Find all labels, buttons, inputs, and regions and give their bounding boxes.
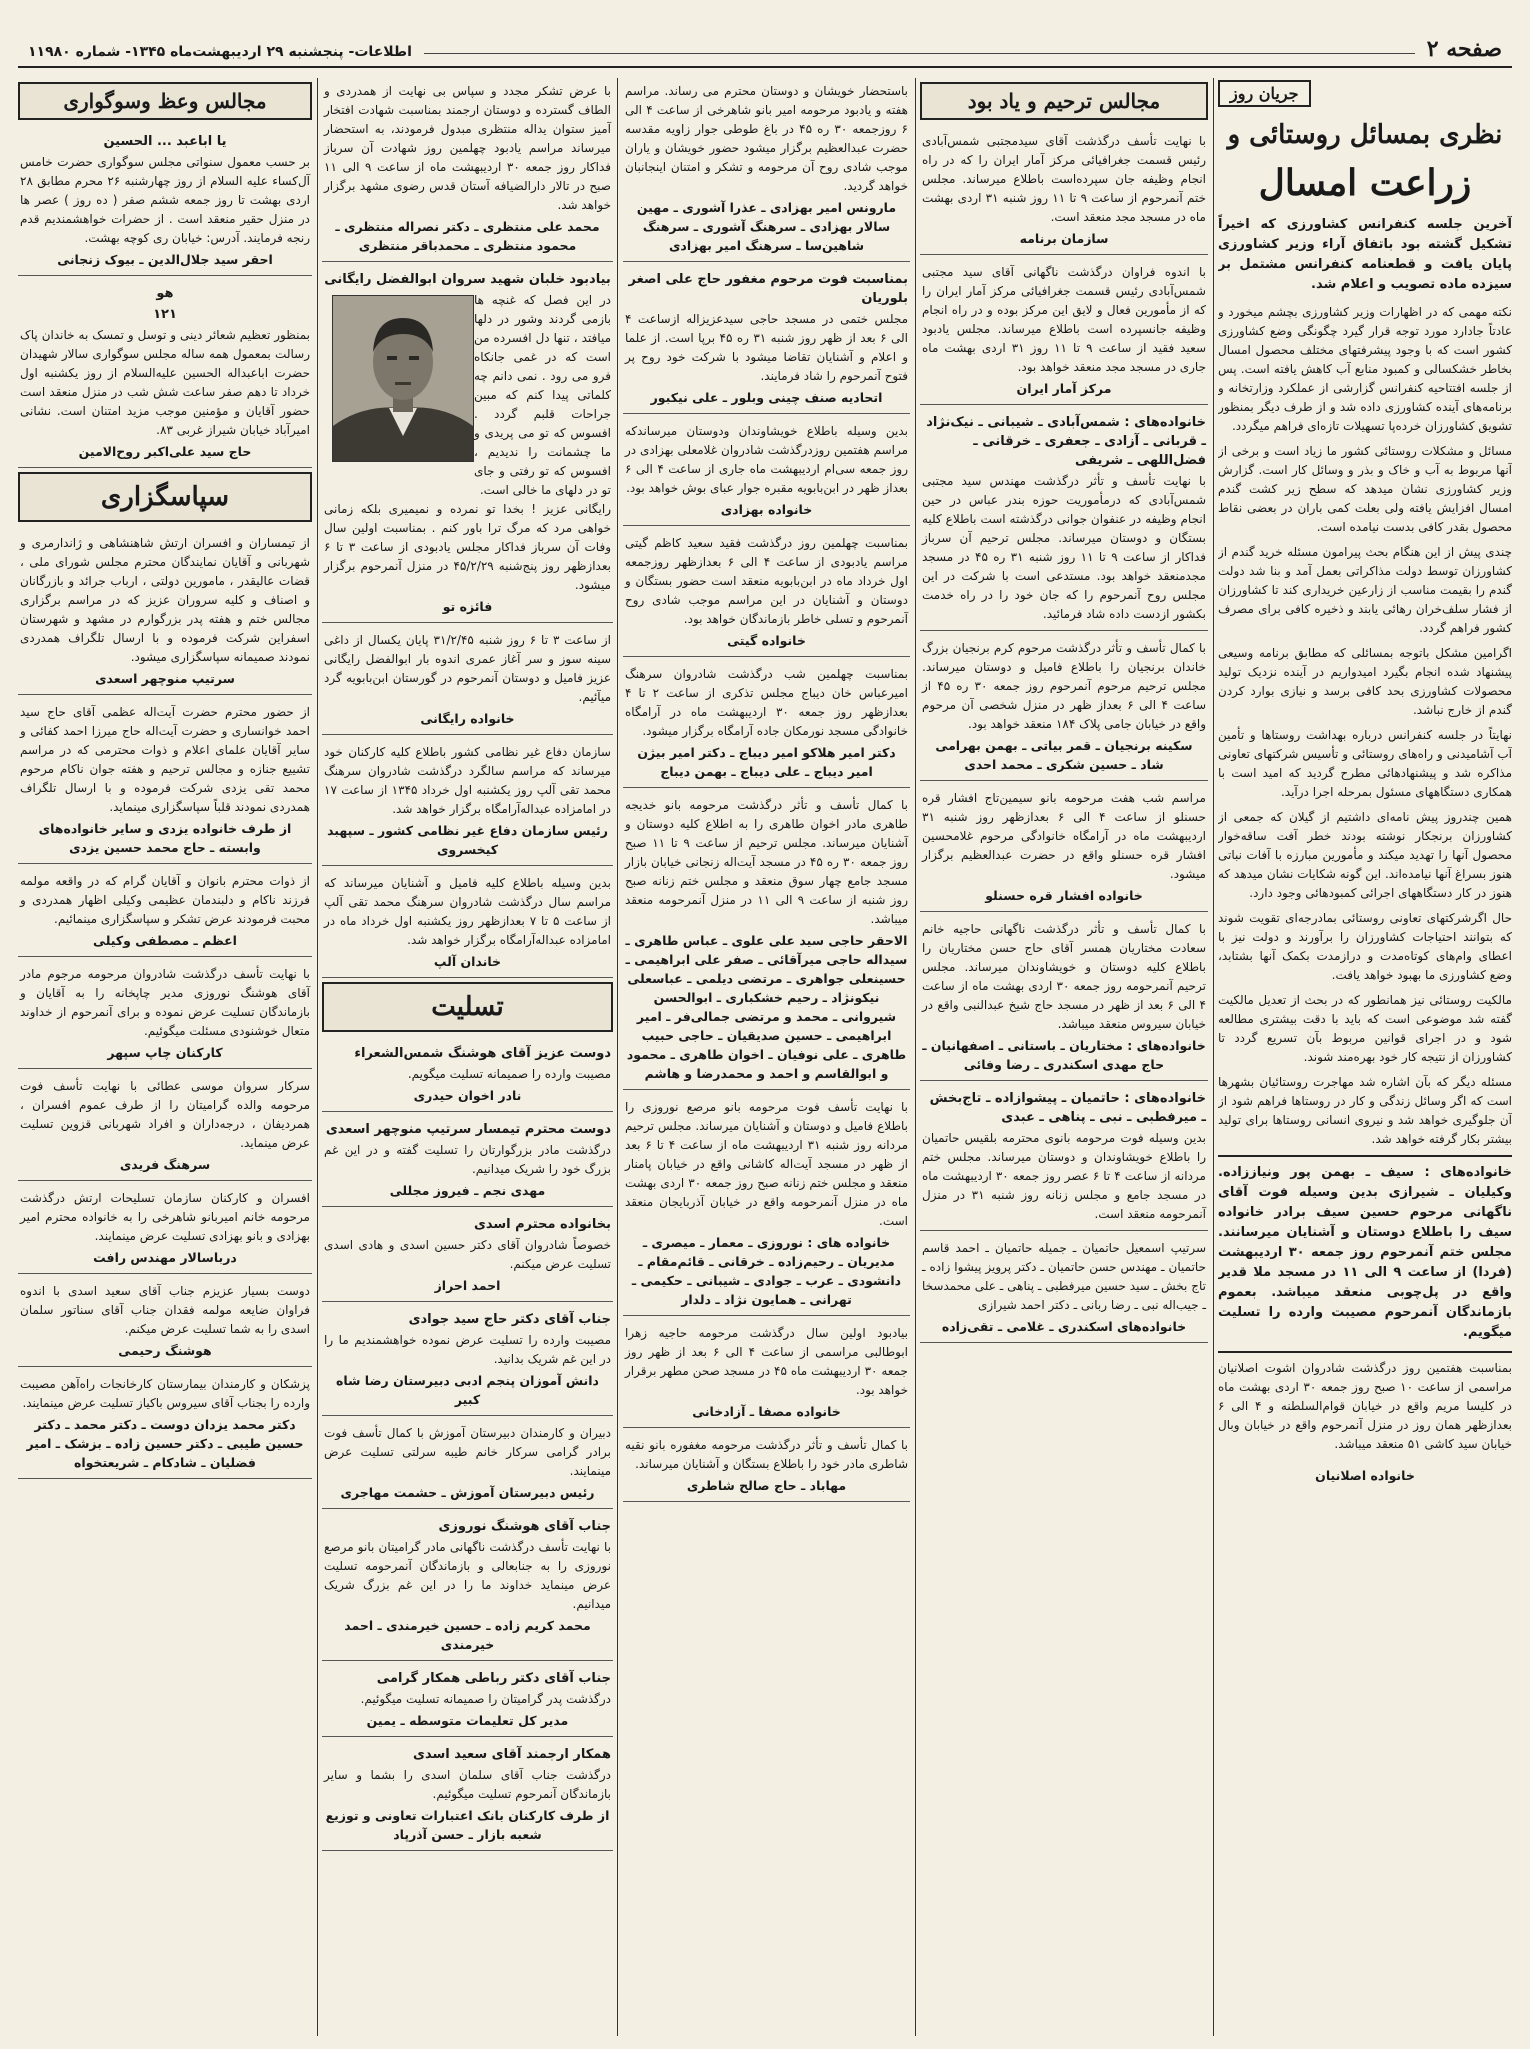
separator <box>1218 1155 1512 1157</box>
notice-body: با نهایت تأسف درگذشت آقای سیدمجتبی شمس‌آبادی رئیس قسمت جغرافیائی مرکز آمار ایران را که در راه انجام وظیفه جان سپرده‌است باطلاع میرساند. مجلس ختم آنمرحوم از ساعت ۹ تا ۱۱ روز شنبه ۳۱ اردی بهشت ماه در مسجد مجد منعقد است. <box>922 134 1206 224</box>
notice-signature: خانواده گیتی <box>727 633 806 648</box>
notice-body: درگذشت مادر بزرگوارتان را تسلیت گفته و در این غم بزرگ خود را شریک میدانیم. <box>324 1143 611 1176</box>
column-rule <box>317 78 318 2036</box>
editorial-paragraph: نکته مهمی که در اظهارات وزیر کشاورزی بچشم میخورد و عادتاً جادارد مورد توجه قرار گیرد چگونگی وضع کشاورزی کشور است که با وجود پیشرفتهای مختلف محصول امسال بخاطر خشکسالی و کمبود منابع آب کاهش یافته است. پس از جلسه افتتاحیه کنفرانس گزارشی از عملکرد وزارتخانه و برنامه‌های آینده کشاورزی داده شد و از طرف دیگر بمنظور تشویق کشاورزان خرده‌پا تسهیلات تازه‌ای فراهم میگردد. <box>1218 305 1512 433</box>
thanks-notice <box>18 1185 312 1274</box>
memorial-notice <box>920 128 1208 255</box>
masthead <box>18 30 1512 68</box>
notice-signature: خانواده بهزادی <box>720 502 813 517</box>
notice-number: ۱۲۱ <box>153 307 177 322</box>
notice-signature: فائزه تو <box>442 599 493 614</box>
memorial-notice <box>623 1320 910 1428</box>
portrait-photo <box>332 295 474 462</box>
column-memorials-3 <box>322 78 613 2038</box>
notice-title: یا اباعبد ... الحسین <box>103 134 227 149</box>
notice-body: از ذوات محترم بانوان و آقایان گرام که در واقعه مولمه فرزند ناکام و دلبندمان عظیمی وکیلی اظهار همدردی و محبت فرمودند عرض تشکر و سپاسگزاری مینمائیم. <box>20 874 310 926</box>
notice-title: جناب آقای هوشنگ نوروزی <box>438 1519 611 1534</box>
memorial-notice <box>322 739 613 866</box>
thanks-notice <box>18 1371 312 1479</box>
notice-body: بمناسبت چهلمین شب درگذشت شادروان سرهنگ امیرعباس خان دیباج مجلس تذکری از ساعت ۲ تا ۴ بعدازظهر روز جمعه ۳۰ اردیبهشت ماه در آرامگاه خانوادگی مسجد نورمکان جاده آرامگاه برگزار میشود. <box>625 667 909 738</box>
notice-signature: خانواده های : نوروزی ـ معمار ـ میصری ـ مدیریان ـ رحیم‌زاده ـ خرقانی ـ قائم‌مقام ـ دانشودی ـ عرب ـ جوادی ـ شیبانی ـ حکیمی ـ تهرانی ـ همایون نژاد ـ دلدار <box>631 1235 902 1307</box>
notice-title: همکار ارجمند آقای سعید اسدی <box>413 1747 611 1762</box>
memorial-notice <box>920 785 1208 912</box>
column-gatherings <box>18 78 312 2038</box>
notice-aslanian-signature: خانواده اصلانیان <box>1315 1468 1415 1483</box>
notice-body: بدین وسیله باطلاع خویشاوندان ودوستان میرساندکه مراسم هفتمین روزدرگذشت شادروان غلامعلی بهزادی در روز جمعه سی‌ام اردیبهشت ماه جاری از ساعت ۴ الی ۶ بعداز ظهر در ابن‌بابویه مقبره جوار عبای بوش خواهد بود. <box>625 424 909 495</box>
notice-body: بدین وسیله فوت مرحومه بانوی محترمه بلقیس حاتمیان را باطلاع خویشاوندان و دوستان میرساند. مجلس ختم مردانه از ساعت ۴ تا ۶ عصر روز جمعه ۳۰ اردیبهشت ماه در مسجد جامع و مجلس زنانه روز شنبه ۳۱ در منزل آنمرحومه منعقد است. <box>922 1131 1207 1221</box>
memorial-notice <box>920 916 1208 1081</box>
notice-signature: خاندان آلپ <box>433 954 502 969</box>
notice-title: بمناسبت فوت مرحوم مغفور حاج علی اصغر بلوریان <box>628 272 908 306</box>
notice-signature: درباسالار مهندس رافت <box>93 1250 237 1265</box>
notice-signature: نادر اخوان حیدری <box>413 1088 522 1103</box>
memorial-notice <box>920 259 1208 405</box>
notice-body: با کمال تأسف و تأثر درگذشت ناگهانی حاجیه خانم سعادت مختاریان همسر آقای حاج حسن مختاریان را باطلاع کلیه دوستان و خویشاوندان میرساند. مجلس ترحیم آنمرحومه روز جمعه ۳۰ اردی بهشت ماه از ساعت ۴ الی ۶ بعد از ظهر در مسجد حاج شیخ عبدالنبی واقع در خیابان سیروس منعقد میباشد. <box>922 922 1206 1031</box>
notice-signature: دکتر محمد یزدان دوست ـ دکتر محمد ـ دکتر حسین طیبی ـ دکتر حسین زاده ـ بزشک ـ امیر فضلیان ـ شادکام ـ شریعتخواه <box>26 1417 304 1470</box>
column-rule <box>1213 78 1214 2036</box>
memorial-notice <box>920 1235 1208 1343</box>
thanks-notice <box>18 699 312 864</box>
notice-body: بمنظور تعظیم شعائر دینی و توسل و تمسک به خاندان پاک رسالت بمعمول همه ساله مجلس سوگواری سالار شهیدان حضرت اباعبداله الحسین علیه‌السلام از روز یکشنبه اول خرداد تا دهم صفر ساعت شش شب در منزل منعقد است حضور آقایان و مؤمنین موجب مزید امتنان است. نشانی امیرآباد خیابان شیراز غربی ۸۳. <box>20 328 310 437</box>
memorial-notice <box>623 418 910 526</box>
memorial-notice <box>623 792 910 1090</box>
notice-signature: خانواده‌های اسکندری ـ غلامی ـ تقی‌زاده <box>941 1319 1187 1334</box>
masthead-rule <box>424 53 1415 54</box>
memorial-notice <box>920 409 1208 631</box>
notice-body: با کمال تأسف و تأثر درگذشت مرحومه بانو خدیجه طاهری مادر اخوان طاهری را به اطلاع کلیه دوستان و آشنایان میرساند. مجلس ترحیم از ساعت ۹ تا ۱۱ صبح روز جمعه ۳۰ ره ۴۵ در مسجد آیت‌اله زنجانی خیابان بازار مسجد جامع چهار سوق منعقد و مجلس ختم زنانه صبح روز شنبه از ساعت ۹ الی ۱۱ در منزل آنمرحومه منعقد میباشد. <box>625 798 909 926</box>
notice-body: از ساعت ۳ تا ۶ روز شنبه ۳۱/۲/۴۵ پایان یکسال از داغی سینه سوز و سر آغاز عمری اندوه بار ابوالفضل رایگانی عزیز فامیل و دوستان آنمرحوم در گورستان ابن‌بابویه گرد میآئیم. <box>324 633 611 704</box>
notice-body: از حضور محترم حضرت آیت‌اله عظمی آقای حاج سید احمد خوانساری و حضرت آیت‌اله حاج میرزا احمد کفائی و سایر آقایان علمای اعلام و ذوات محترمی که در مراسم تشییع جنازه و مجالس ترحیم و هفته جوان ناکام مرحوم محمد تقی یزدی شرکت فرموده و با ارسال تلگراف همدردی نمودند قلباً سپاسگزاری مینماید. <box>20 705 310 814</box>
column-rule <box>915 78 916 2036</box>
condolence-notice <box>322 1116 613 1207</box>
notice-signature: سکینه برنجیان ـ قمر بیاتی ـ بهمن بهرامی شاد ـ حسین شکری ـ محمد احدی <box>935 738 1193 772</box>
memorial-notice <box>322 870 613 978</box>
notice-body: درگذشت جناب آقای سلمان اسدی را بشما و سایر بازماندگان آنمرحوم تسلیت میگوئیم. <box>324 1768 611 1801</box>
condolence-notice <box>322 1513 613 1661</box>
notice-signature: مهاباد ـ حاج صالح شاطری <box>686 1478 847 1493</box>
notice-title: جناب آقای دکتر رباطی همکار گرامی <box>376 1671 611 1686</box>
editorial-paragraph: مالکیت روستائی نیز همانطور که در بحث از تعدیل مالکیت گفته شد موضوعی است که باید با دقت بیشتری مطالعه شود و در اجرای قوانین مربوط بآن تسریع گردد تا کشاورزان از نتیجه کار خود بهره‌مند شوند. <box>1218 993 1512 1064</box>
notice-body: بدین وسیله باطلاع کلیه فامیل و آشنایان میرساند که مراسم سال درگذشت شادروان سرهنگ محمد تقی آلپ از ساعت ۵ تا ۷ بعدازظهر روز یکشنبه اول خرداد ماه در امامزاده عبداله‌آرامگاه برگزار خواهد شد. <box>324 876 611 947</box>
notice-signature: هوشنگ رحیمی <box>118 1343 212 1358</box>
thanks-notice <box>18 1278 312 1367</box>
notice-body: مصیبت وارده را تسلیت عرض نموده خواهشمندیم ما را در این غم شریک بدانید. <box>324 1333 611 1366</box>
notice-signature: مدیر کل تعلیمات متوسطه ـ یمین <box>366 1713 569 1728</box>
notice-signature: رئیس دبیرستان آموزش ـ حشمت مهاجری <box>340 1485 595 1500</box>
thanks-notice <box>18 530 312 695</box>
notice-signature: مهدی نجم ـ فیروز مجللی <box>389 1183 546 1198</box>
notice-title: دوست عزیز آقای هوشنگ شمس‌الشعراء <box>354 1046 611 1061</box>
editorial-headline: نظری بمسائل روستائی و <box>1227 120 1503 150</box>
memorials-banner: مجالس ترحیم و یاد بود <box>920 82 1208 120</box>
memorial-notice <box>623 530 910 657</box>
column-memorials-1 <box>920 78 1208 2038</box>
notice-signature: مرکز آمار ایران <box>1016 381 1112 396</box>
notice-body: سرکار سروان موسی عطائی با نهایت تأسف فوت مرحومه والده گرامیتان را از طرف عموم افسران ، همردیفان ، درجه‌داران و افراد شهربانی قزوین تسلیت عرض مینماید. <box>20 1079 310 1150</box>
notice-title: دوست محترم تیمسار سرتیپ منوچهر اسعدی <box>325 1122 611 1137</box>
notice-body: با کمال تأسف و تأثر درگذشت مرحومه مغفوره بانو نقیه شاطری مادر خود را باطلاع بستگان و آشنایان میرساند. <box>625 1438 908 1471</box>
editorial-paragraph: مسائل و مشکلات روستائی کشور ما زیاد است و برخی از آنها مربوط به آب و خاک و بذر و وسائل کار است. گزارش وزیر کشاورزی نشان میدهد که سطح زیر کشت گندم امسال افزایش یافته ولی بعلت کمی باران در بعضی نقاط محصول بقدر کافی بدست نیامده است. <box>1218 444 1512 534</box>
notice-body: درگذشت پدر گرامیتان را صمیمانه تسلیت میگوئیم. <box>360 1692 611 1706</box>
column-rule <box>617 78 618 2036</box>
notice-signature: اعظم ـ مصطفی وکیلی <box>93 933 237 948</box>
condolence-notice <box>322 1420 613 1509</box>
notice-signature: محمد کریم زاده ـ حسین خیرمندی ـ احمد خیرمندی <box>344 1618 591 1652</box>
notice-body: مراسم شب هفت مرحومه بانو سیمین‌تاج افشار قره حسنلو از ساعت ۴ الی ۶ بعدازظهر روز شنبه ۳۱ اردیبهشت ماه در آرامگاه خانوادگی مرحوم غلامحسین افشار قره حسنلو واقع در حضرت عبدالعظیم برگزار میشود. <box>922 791 1206 881</box>
notice-signature: رئیس سازمان دفاع غیر نظامی کشور ـ سپهبد کیخسروی <box>327 823 608 857</box>
notice-body: بمناسبت چهلمین روز درگذشت فقید سعید کاظم گیتی مراسم یادبودی از ساعت ۴ الی ۶ بعدازظهر روزجمعه اول خرداد ماه در ابن‌بابویه منعقد است حضور بستگان و دوستان و آشنایان در این مراسم موجب شادی روح آنمرحوم و تسلی خاطر بازماندگان خواهد بود. <box>625 536 908 626</box>
date-line: اطلاعات- پنجشنبه ۲۹ اردیبهشت‌ماه ۱۳۴۵- شماره ۱۱۹۸۰ <box>28 44 412 60</box>
condolence-notice <box>322 1741 613 1851</box>
editorial-headline-2: زراعت امسال <box>1258 162 1472 204</box>
memorial-notice <box>623 78 910 262</box>
gatherings-banner: مجالس وعظ وسوگواری <box>18 82 312 120</box>
notice-signature: محمد علی منتظری ـ دکتر نصراله منتظری ـ محمود منتظری ـ محمدباقر منتظری <box>335 219 600 253</box>
notice-signature: حاج سید علی‌اکبر روح‌الامین <box>78 444 252 459</box>
condolence-banner: تسلیت <box>322 982 613 1032</box>
editorial-paragraph: مسئله دیگر که بآن اشاره شد مهاجرت روستائیان بشهرها است که اگر وسائل زندگی و کار در روستاها فراهم شود از آن جلوگیری خواهد شد و نیروی انسانی روستاها برای تولید بیشتر بکار گرفته خواهد شد. <box>1218 1075 1512 1146</box>
notice-body: با اندوه فراوان درگذشت ناگهانی آقای سید مجتبی شمس‌آبادی رئیس قسمت جغرافیائی مرکز آمار ایران را که از مأمورین فعال و لایق این مرکز بوده و در راه انجام وظیفه جانسپرده است باطلاع میرساند. مجلس یادبود سعید فقید از ساعت ۹ تا ۱۱ روز ۳۱ اردی بهشت ماه جاری در مسجد مجد منعقد خواهد بود. <box>922 265 1207 374</box>
notice-body: با نهایت تأسف درگذشت ناگهانی مادر گرامیتان بانو مرصع نوروزی را به جنابعالی و بازماندگان آنمرحومه تسلیت عرض مینماید خداوند ما را در این غم بزرگ شریک میدانیم. <box>324 1540 611 1611</box>
notice-body: مجلس ختمی در مسجد حاجی سیدعزیزاله ازساعت ۴ الی ۶ بعد از ظهر روز شنبه ۳۱ ره ۴۵ برپا است. از علما و اعلام و آشنایان تقاضا میشود با شرکت خود روح پر فتوح آنمرحوم را شاد فرمایند. <box>625 312 909 383</box>
notice-signature: دانش آموزان پنجم ادبی دبیرستان رضا شاه کبیر <box>336 1373 599 1407</box>
memorial-notice <box>623 661 910 788</box>
memorial-notice <box>322 78 613 262</box>
notice-signature: خانواده‌های : مختاریان ـ باستانی ـ اصفهانیان ـ حاج مهدی اسکندری ـ رضا وفائی <box>922 1038 1206 1072</box>
notice-title: بیادبود خلبان شهید سروان ابوالفضل رایگانی <box>324 272 611 287</box>
notice-body: بیادبود اولین سال درگذشت مرحومه حاجیه زهرا ابوطالبی مراسمی از ساعت ۴ الی ۶ بعد از ظهر روز جمعه ۳۰ اردیبهشت ماه ۴۵ در مسجد صحن مطهر برقرار خواهد بود. <box>625 1326 908 1397</box>
memorial-notice <box>623 1432 910 1502</box>
editorial-paragraph: همین چندروز پیش نامه‌ای داشتیم از گیلان که جمعی از کشاورزان برنجکار نوشته بودند خطر آفت ساقه‌خوار محصول آنها را تهدید میکند و مأمورین مبارزه با آفات نباتی هنوز بسراغ آنها نیامده‌اند. این گونه شکایات نشان میدهد که هنوز در کار دستگاههای اجرائی کمبودهائی وجود دارد. <box>1218 810 1512 900</box>
notice-body: پزشکان و کارمندان بیمارستان کارخانجات راه‌آهن مصیبت وارده را بجناب آقای سیروس باکیاز تسلیت عرض مینمایند. <box>20 1377 310 1410</box>
separator <box>1218 1351 1512 1353</box>
notice-title: جناب آقای دکتر حاج سید جوادی <box>408 1312 611 1327</box>
editorial-paragraph: چندی پیش از این هنگام بحث پیرامون مسئله خرید گندم از کشاورزان توسط دولت مذاکراتی بعمل آمد و بنا شد دولت گندم را بقیمت مناسب از زارعین خریداری کند تا کشاورزان از فشار سلف‌خران رهائی یابند و ذخیره کافی برای مصرف کشور فراهم گردد. <box>1218 545 1512 635</box>
notice-body: از تیمساران و افسران ارتش شاهنشاهی و ژاندارمری و شهربانی و آقایان نمایندگان محترم مجلس شورای ملی ، قضات عالیقدر ، مامورین دولتی ، ارباب جرائد و بازرگانان و اصناف و کلیه سروران عزیز که در مراسم برگزاری مجالس ختم و هفته پدر بزرگوارم در مشهد و شهرستان اسفراین شرکت فرموده و با ارسال تلگراف همدردی نمودند صمیمانه سپاسگزاری میشود. <box>20 536 310 664</box>
notice-signature: از طرف خانواده یزدی و سایر خانواده‌های وابسته ـ حاج محمد حسین یزدی <box>38 821 292 855</box>
notice-title: خانواده‌های : حاتمیان ـ پیشوازاده ـ تاج‌بخش ـ میرفطبی ـ نبی ـ پناهی ـ عبدی <box>929 1091 1206 1125</box>
notice-body: بر حسب معمول سنواتی مجلس سوگواری حضرت خامس آل‌کساء علیه السلام از روز چهارشنبه ۲۶ محرم مطابق ۲۸ اردی بهشت تا روز جمعه ششم صفر ( ده روز ) عصر ها در منزل حقیر منعقد است . از حضرات خواهشمندیم قدم رنجه فرمایند. آدرس: خیابان ری کوچه بهشت. <box>20 155 310 245</box>
thanks-notice <box>18 868 312 957</box>
notice-signature: احمد احراز <box>434 1278 501 1293</box>
editorial-paragraph: حال اگرشرکتهای تعاونی روستائی بمادرجه‌ای تقویت شوند که بتوانند احتیاجات کشاورزان را برآورند و دولت نیز با اعطای وام‌های کوتاه‌مدت و درازمدت بکمک آنها بشتابد، وضع کشاورزی ما بهبود خواهد یافت. <box>1218 911 1512 982</box>
notice-body: رایگانی عزیز ! بخدا تو نمرده و نمیمیری بلکه زمانی خواهی مرد که مرگ ترا باور کنم . بمناسبت اولین سال وفات آن سرباز فداکار مجلس یادبودی از ساعت ۳ تا ۶ بعدازظهر روز پنج‌شنبه ۴۵/۲/۲۹ در منزل آنمرحوم برگزار میشود. <box>324 502 611 592</box>
editorial-paragraph: اگرامین مشکل باتوجه بمسائلی که مطابق برنامه وسیعی پیشنهاد شده انجام بگیرد امیدواریم در آینده نزدیک تولید محصولات کشاورزی بحد کافی برسد و نیازی بوارد کردن گندم از خارج نباشد. <box>1218 646 1512 717</box>
notice-body: سازمان دفاع غیر نظامی کشور باطلاع کلیه کارکنان خود میرساند که مراسم سالگرد درگذشت شادروان سرهنگ محمد تقی آلپ روز یکشنبه اول خرداد ۱۳۴۵ از ساعت ۱۷ در امامزاده عبداله‌آرامگاه برگزار خواهد شد. <box>324 745 611 816</box>
thanks-notice <box>18 961 312 1069</box>
notice-body: با نهایت تأسف فوت مرحومه بانو مرصع نوروزی را باطلاع فامیل و دوستان و آشنایان میرساند. مجلس ترحیم مردانه روز شنبه ۳۱ اردیبهشت ماه از ساعت ۴ تا ۶ بعد از ظهر در مسجد آیت‌اله کاشانی واقع در خیابان پامنار منعقد و مجلس ختم زنانه صبح روز جمعه ۳۰ اردی بهشت ماه در منزل آنمرحومه واقع در خیابان آذربایجان منعقد است. <box>625 1100 909 1228</box>
thanks-banner: سپاسگزاری <box>18 472 312 522</box>
notice-signature: احقر سید جلال‌الدین ـ بیوک زنجانی <box>57 252 273 267</box>
notice-body: با عرض تشکر مجدد و سپاس بی نهایت از همدردی و الطاف گسترده و دوستان ارجمند بمناسبت شهادت افتخار آمیز ستوان یداله منتظری مبدول فرمودند، به استحضار میرساند مراسم یادبود چهلمین روز شهادت آن سرباز فداکار روز جمعه ۳۰ اردیبهشت ماه از ساعت ۹ الی ۱۱ صبح در تالار دارالضیافه آستان قدس رضوی مشهد برگزار خواهد شد. <box>324 84 611 212</box>
notice-title: خانواده‌های : شمس‌آبادی ـ شیبانی ـ نیک‌نژاد ـ قربانی ـ آزادی ـ جعفری ـ خرقانی ـ فضل‌اللهی ـ شریفی <box>926 415 1206 468</box>
notice-body: افسران و کارکنان سازمان تسلیحات ارتش درگذشت مرحومه خانم امیربانو شاهرخی را به خانواده محترم امیر بهزادی و بانو بهزادی تسلیت عرض مینمایند. <box>20 1191 310 1243</box>
condolence-notice <box>322 1040 613 1112</box>
memorial-raygani <box>322 266 613 623</box>
notice-body: دبیران و کارمندان دبیرستان آموزش با کمال تأسف فوت برادر گرامی سرکار خانم طیبه سرلتی تسلیت عرض مینمایند. <box>324 1426 611 1478</box>
column-memorials-2 <box>623 78 910 2038</box>
notice-body: مصیبت وارده را صمیمانه تسلیت میگویم. <box>407 1067 611 1081</box>
notice-title: بخانواده محترم اسدی <box>473 1217 611 1232</box>
notice-signature: از طرف کارکنان بانک اعتبارات تعاونی و توزیع شعبه بازار ـ حسن آذرپاد <box>325 1808 610 1842</box>
notice-body: با کمال تأسف و تأثر درگذشت مرحوم کرم برنجیان بزرگ خاندان برنجیان را باطلاع فامیل و دوستان میرساند. مجلس ترحیم مرحوم آنمرحوم روز جمعه ۳۰ ره ۴۵ از ساعت ۴ الی ۶ بعداز ظهر در منزل شخصی آن مرحوم واقع در خیابان جامی پلاک ۱۸۴ منعقد خواهد بود. <box>922 641 1207 731</box>
editorial-lead: آخرین جلسه کنفرانس کشاورزی که اخیراً تشکیل گشته بود باتفاق آراء وزیر کشاورزی پایان یافت و قطعنامه کنفرانس مشتمل بر سیزده ماده تصویب و اعلام شد. <box>1218 217 1512 292</box>
gathering-notice <box>18 128 312 276</box>
memorial-notice <box>920 1085 1208 1231</box>
notice-signature: دکتر امیر هلاکو امیر دیباج ـ دکتر امیر بیژن امیر دیباج ـ علی دیباج ـ بهمن دیباج <box>637 745 896 779</box>
column-editorial <box>1218 78 1512 2038</box>
section-tag: جریان روز <box>1218 80 1311 107</box>
notice-seif: خانواده‌های : سیف ـ بهمن پور ونیاززاده. وکیلیان ـ شیرازی بدین وسیله فوت آقای ناگهانی مرحوم حسین سیف برادر خانواده سیف را باطلاع دوستان و آشنایان میرسانند. مجلس ختم آنمرحوم روز جمعه ۳۰ اردیبهشت (فردا) از ساعت ۹ الی ۱۱ در مسجد ملا قدیر واقع در پل‌چوبی منعقد میباشد. بعموم بازماندگان آنمرحوم مصیبت وارده را تسلیت میگویم. <box>1218 1165 1512 1340</box>
gathering-notice <box>18 280 312 468</box>
notice-signature: خانواده رایگانی <box>420 711 515 726</box>
page-number: صفحه ۲ <box>1426 36 1502 62</box>
notice-body: خصوصاً شادروان آقای دکتر حسین اسدی و هادی اسدی تسلیت عرض میکنم. <box>324 1238 611 1271</box>
notice-body: با نهایت تأسف درگذشت شادروان مرحومه مرجوم مادر آقای هوشنگ نوروزی مدیر چاپخانه را به آقایان و بازماندگان تسلیت عرض نموده و برای آنمرحوم از خداوند متعال خوشنودی مسئلت میگوئیم. <box>20 967 310 1038</box>
notice-signature: خانواده افشار قره حسنلو <box>985 888 1143 903</box>
condolence-notice <box>322 1306 613 1416</box>
notice-signature: سازمان برنامه <box>1019 231 1109 246</box>
memorial-notice <box>322 627 613 735</box>
notice-signature: سرتیپ منوچهر اسعدی <box>95 671 235 686</box>
notice-body: سرتیپ اسمعیل حاتمیان ـ جمیله حاتمیان ـ احمد قاسم حاتمیان ـ مهندس حسن حاتمیان ـ دکتر پرویز پیشوا زاده ـ تاج بخش ـ سید حسین میرفطبی ـ پناهی ـ علی محمدسخا ـ جیب‌اله نبی ـ رضا ربانی ـ دکتر احمد شیرازی <box>922 1241 1206 1312</box>
condolence-notice <box>322 1211 613 1302</box>
condolence-notice <box>322 1665 613 1737</box>
memorial-notice <box>920 635 1208 781</box>
notice-body: با نهایت تأسف و تأثر درگذشت مهندس سید مجتبی شمس‌آبادی که درمأموریت حوزه بندر عباس در حین انجام وظیفه در عنفوان جوانی درگذشته است باطلاع کلیه بستگان و دوستان میرساند. مجلس ترحیم آن سرباز فداکار از ساعت ۹ تا ۱۱ روز شنبه ۳۱ ره ۴۵ در مسجد مجدمنعقد خواهد بود. مستدعی است با شرکت در این مجلس روح آنمرحوم را که جان خود را در راه خدمت بکشور ازدست داده شاد فرمائید. <box>922 474 1207 621</box>
notice-signature: مارونس امیر بهزادی ـ عذرا آشوری ـ مهین سالار بهزادی ـ سرهنگ آشوری ـ سرهنگ شاهین‌سا ـ سرهنگ امیر بهزادی <box>636 200 897 253</box>
notice-title: هو <box>156 286 174 301</box>
notice-signature: اتحادیه صنف چینی وبلور ـ علی نیکبور <box>650 390 883 405</box>
notice-aslanian: بمناسبت هفتمین روز درگذشت شادروان اشوت اصلانیان مراسمی از ساعت ۱۰ صبح روز جمعه ۳۰ اردی بهشت ماه در کلیسا مریم واقع در خیابان قوام‌السلطنه و ۴ الی ۶ بعدازظهر همان روز در منزل آنمرحوم واقع در خیابان وبال خیابان سید کاشی ۵۱ منعقد میباشد. <box>1218 1361 1512 1451</box>
thanks-notice <box>18 1073 312 1181</box>
notice-signature: خانواده مصفا ـ آزادخانی <box>692 1404 841 1419</box>
memorial-notice <box>623 1094 910 1316</box>
notice-signature: سرهنگ فریدی <box>119 1157 211 1172</box>
notice-body: دوست بسیار عزیزم جناب آقای سعید اسدی با اندوه فراوان ضایعه مولمه فقدان جناب آقای سناتور سلمان اسدی را به شما تسلیت عرض میکنم. <box>20 1284 310 1336</box>
memorial-notice <box>623 266 910 414</box>
notice-signature: الاحقر حاجی سید علی علوی ـ عباس طاهری ـ سیداله حاجی میرآقائی ـ صفر علی ابراهیمی ـ حسینعلی جواهری ـ مرتضی دیلمی ـ عباسعلی نیکونژاد ـ رحیم خشکباری ـ ابوالحسن شیروانی ـ محمد و مرتضی جمالی‌فر ـ امیر ابراهیمی ـ حسین صدیقیان ـ حاجی حبیب طاهری ـ علی نوفیان ـ اخوان طاهری ـ محمود و ابوالقاسم و احمد و محمدرضا و هاشم <box>625 933 908 1081</box>
notice-body: باستحضار خویشان و دوستان محترم می رساند. مراسم هفته و یادبود مرحومه امیر بانو شاهرخی از ساعت ۴ الی ۶ روزجمعه ۳۰ ره ۴۵ در باغ طوطی جوار زاویه مقدسه حضرت عبدالعظیم برگزار میشود حضور خویشان و یاران موجب شادی روح آن مرحومه و تشکر و امتنان اینجانبان خواهد گردید. <box>625 84 909 193</box>
editorial-paragraph: نهایتاً در جلسه کنفرانس درباره بهداشت روستاها و تأمین آب آشامیدنی و راه‌های روستائی و تأسیس شرکتهای تعاونی مذاکره شد و پیشنهادهائی مطرح گردید که امید است با همکاری دستگاههای مسئول بمرحله اجرا درآید. <box>1218 728 1512 799</box>
poem-text: در این فصل که غنچه ها بازمی گردند وشور در دلها میافتد ، تنها دل افسرده من است که در غمی جانکاه فرو می رود . نمی دانم چه کلماتی پیدا کنم که مبین جراحات قلبم گردد . افسوس که تو می پریدی و ما چشمانت را ندیدیم ، افسوس که تو رفتی و جای تو در دلهای ما خالی است. <box>474 293 611 497</box>
notice-signature: کارکنان چاپ سپهر <box>107 1045 223 1060</box>
